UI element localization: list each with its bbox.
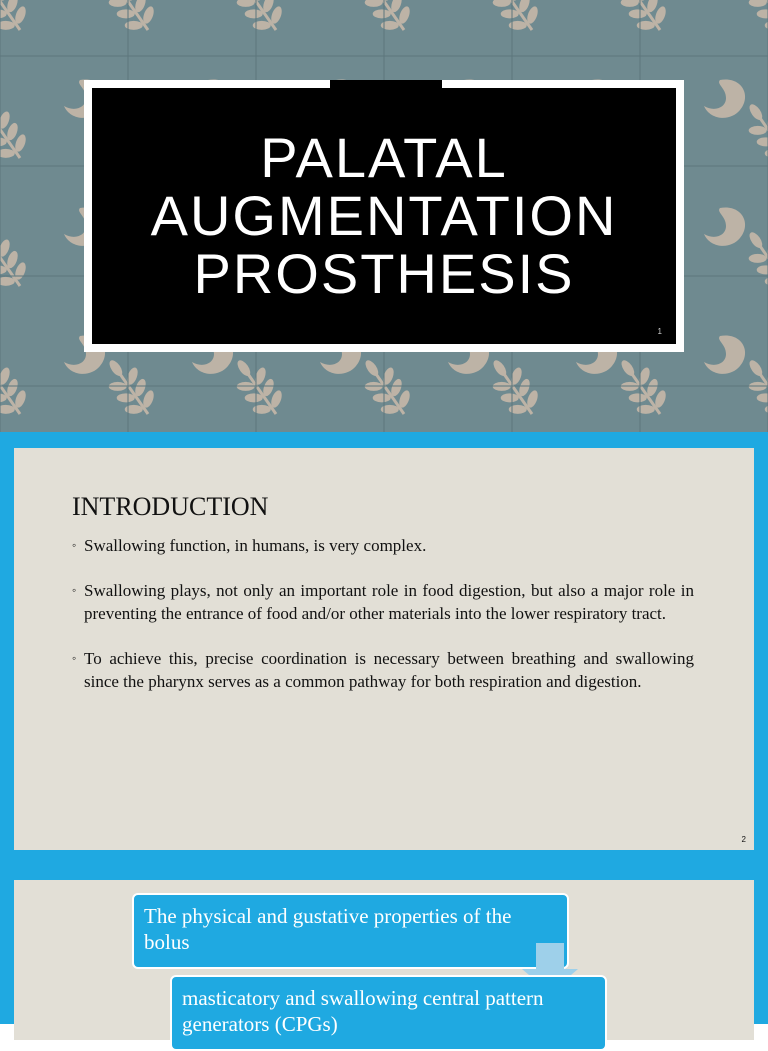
flow-step: The physical and gustative properties of the bolus	[132, 893, 569, 969]
leaf-sprig-icon	[0, 350, 36, 425]
flow-slide	[0, 864, 768, 1036]
leaf-sprig-icon	[735, 0, 768, 41]
slide-number: 2	[741, 835, 746, 844]
leaf-sprig-icon	[479, 0, 547, 41]
flow-step: masticatory and swallowing central pattern generators (CPGs)	[170, 975, 607, 1051]
paisley-icon	[704, 79, 745, 117]
bullet-text: Swallowing plays, not only an important role in food digestion, but also a major role in preventing the entrance of food and/or other materials into the lower respiratory tract.	[84, 581, 694, 623]
title-panel	[92, 88, 676, 344]
leaf-sprig-icon	[223, 350, 291, 425]
leaf-sprig-icon	[0, 94, 36, 169]
leaf-sprig-icon	[95, 0, 163, 41]
bullet-marker-icon: ◦	[72, 583, 77, 597]
bullet-marker-icon: ◦	[72, 651, 77, 665]
leaf-sprig-icon	[223, 0, 291, 41]
bullet-item	[72, 534, 694, 557]
title-frame	[84, 80, 684, 352]
bullet-marker-icon: ◦	[72, 538, 77, 552]
leaf-sprig-icon	[0, 222, 36, 297]
leaf-sprig-icon	[607, 0, 675, 41]
content-panel	[14, 880, 754, 1040]
leaf-sprig-icon	[607, 350, 675, 425]
paisley-icon	[704, 207, 745, 245]
introduction-slide	[0, 432, 768, 864]
leaf-sprig-icon	[351, 0, 419, 41]
leaf-sprig-icon	[0, 0, 36, 41]
leaf-sprig-icon	[351, 350, 419, 425]
slide-number: 1	[657, 327, 662, 336]
title-tab-decoration	[330, 80, 442, 90]
content-panel	[14, 448, 754, 850]
paisley-icon	[704, 335, 745, 373]
slide-heading: INTRODUCTION	[72, 492, 269, 521]
leaf-sprig-icon	[95, 350, 163, 425]
bullet-list	[72, 534, 694, 693]
bullet-item	[72, 579, 694, 625]
title-slide	[0, 0, 768, 432]
bullet-text: To achieve this, precise coordination is necessary between breathing and swallowing since the pharynx serves as a common pathway for both respiration and digestion.	[84, 649, 694, 691]
presentation-title: PALATAL AUGMENTATION PROSTHESIS	[150, 126, 618, 305]
bullet-text: Swallowing function, in humans, is very complex.	[84, 536, 427, 555]
bullet-item	[72, 647, 694, 693]
leaf-sprig-icon	[479, 350, 547, 425]
